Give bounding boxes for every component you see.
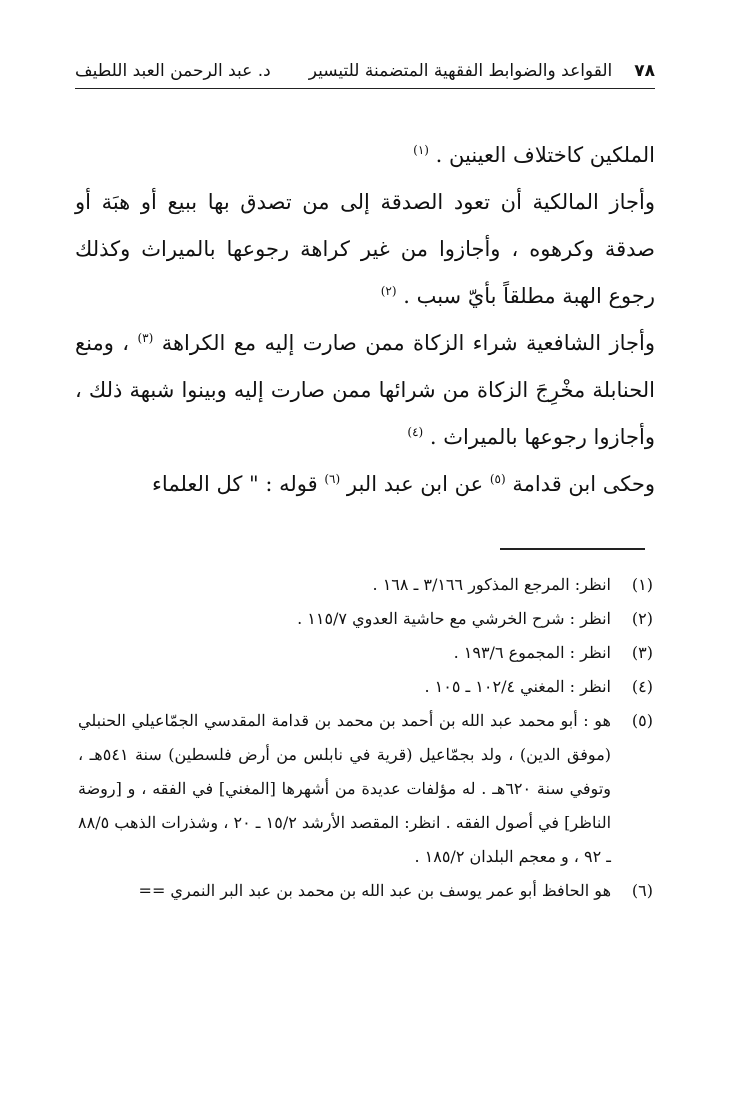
footnote bbox=[78, 568, 653, 602]
paragraph-text: قوله : " كل العلماء bbox=[152, 472, 318, 496]
footnote-text: هو : أبو محمد عبد الله بن أحمد بن محمد بن قدامة المقدسي الجمّاعيلي الحنبلي (موفق الدين) ، ولد بجمّاعيل (قرية في نابلس من أرض فلسطين) سنة ٥٤١هـ ، وتوفي سنة ٦٢٠هـ . له مؤلفات عديدة من أشهرها [المغني] في الفقه ، و [روضة الناظر] في أصول الفقه . انظر: المقصد الأرشد ١٥/٢ ـ ٢٠ ، وشذرات الذهب ٨٨/٥ ـ ٩٢ ، و معجم البلدان ١٨٥/٢ . bbox=[78, 711, 612, 866]
paragraph-text: عن ابن عبد البر bbox=[346, 472, 484, 496]
footnote-ref: (٤) bbox=[407, 425, 424, 439]
footnote-text: هو الحافظ أبو عمر يوسف بن عبد الله بن محمد بن عبد البر النمري == bbox=[138, 881, 611, 900]
footnote-ref: (٥) bbox=[489, 472, 506, 486]
paragraph-text: وأجاز المالكية أن تعود الصدقة إلى من تصدق بها ببيع أو هبَة أو صدقة وكرهوه ، وأجازوا من غير كراهة رجوعها بالميراث وكذلك رجوع الهبة مطلقاً بأيّ سبب . bbox=[75, 190, 655, 308]
footnote-number: (١) bbox=[631, 575, 653, 594]
footnote bbox=[78, 602, 653, 636]
author-name: د. عبد الرحمن العبد اللطيف bbox=[75, 61, 271, 81]
footnote-ref: (١) bbox=[413, 143, 429, 157]
page-header bbox=[75, 58, 655, 89]
footnote-text: انظر : شرح الخرشي مع حاشية العدوي ١١٥/٧ . bbox=[297, 609, 611, 628]
footnote-number: (٢) bbox=[631, 609, 653, 628]
footnote bbox=[78, 704, 653, 874]
paragraph-text: وأجاز الشافعية شراء الزكاة ممن صارت إليه مع الكراهة bbox=[161, 331, 655, 355]
paragraph-text: وحكى ابن قدامة bbox=[512, 472, 655, 496]
footnote-text: انظر: المرجع المذكور ٣/١٦٦ ـ ١٦٨ . bbox=[372, 575, 611, 594]
footnote-number: (٦) bbox=[631, 881, 653, 900]
footnote-number: (٤) bbox=[631, 677, 653, 696]
footnotes bbox=[78, 568, 653, 908]
footnote-ref: (٣) bbox=[137, 331, 154, 345]
paragraph bbox=[75, 320, 655, 461]
footnote bbox=[78, 636, 653, 670]
paragraph-text: ، ومنع الحنابلة مخْرِجَ الزكاة من شرائها ممن صارت إليه وبينوا شبهة ذلك ، وأجازوا رجوعها بالميراث . bbox=[75, 331, 655, 449]
footnote-number: (٣) bbox=[631, 643, 653, 662]
footnote-number: (٥) bbox=[631, 711, 653, 730]
paragraph bbox=[75, 132, 655, 179]
main-text bbox=[75, 132, 655, 508]
footnote-text: انظر : المجموع ١٩٣/٦ . bbox=[453, 643, 611, 662]
footnote-separator bbox=[500, 548, 645, 550]
footnote-ref: (٢) bbox=[380, 284, 397, 298]
paragraph bbox=[75, 179, 655, 320]
footnote bbox=[78, 874, 653, 908]
footnote-text: انظر : المغني ١٠٢/٤ ـ ١٠٥ . bbox=[424, 677, 611, 696]
paragraph-text: الملكين كاختلاف العينين . bbox=[435, 143, 655, 167]
paragraph bbox=[75, 461, 655, 508]
footnote-ref: (٦) bbox=[324, 472, 341, 486]
page-number: ٧٨ bbox=[634, 61, 655, 81]
book-title: القواعد والضوابط الفقهية المتضمنة للتيسير bbox=[308, 61, 613, 81]
footnote bbox=[78, 670, 653, 704]
